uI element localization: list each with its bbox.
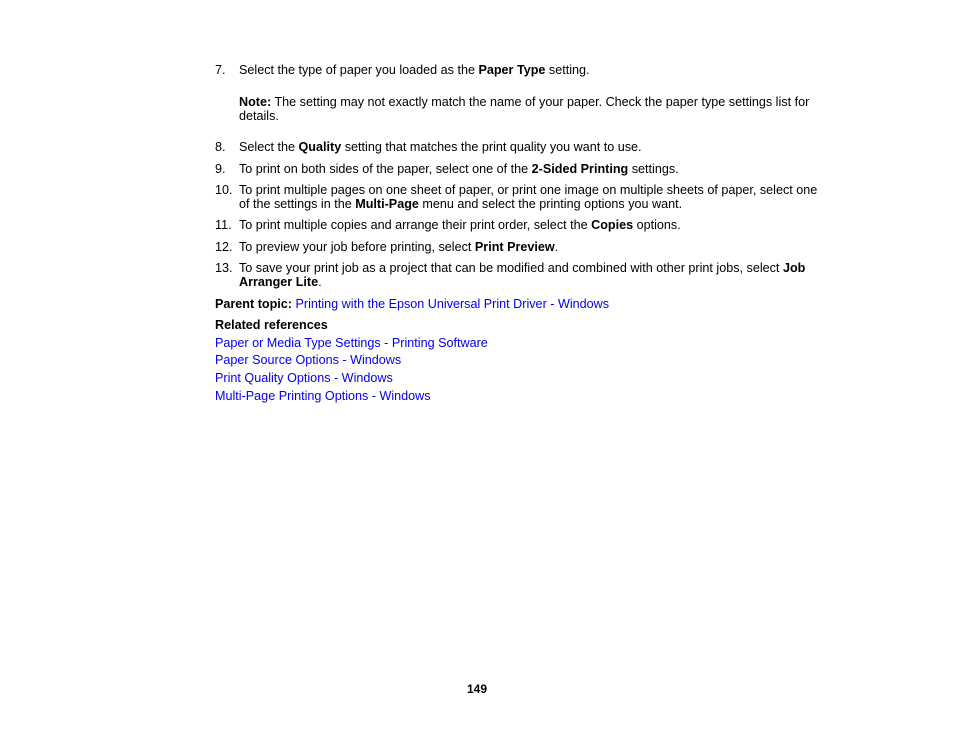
step-11 — [215, 218, 827, 232]
related-references-heading: Related references — [215, 318, 328, 332]
step-number: 11. — [215, 218, 232, 232]
setting-name: Print Preview — [474, 240, 555, 254]
step-13 — [215, 261, 827, 289]
parent-topic — [215, 297, 609, 311]
step-number: 10. — [215, 183, 233, 197]
related-link-multi-page[interactable]: Multi-Page Printing Options - Windows — [215, 389, 431, 403]
step-10 — [215, 183, 827, 211]
related-link-paper-media-type[interactable]: Paper or Media Type Settings - Printing Software — [215, 336, 488, 350]
note-text: The setting may not exactly match the name of your paper. Check the paper type settings list for details. — [239, 95, 810, 123]
step-text: Select the Quality setting that matches the print quality you want to use. — [239, 140, 642, 154]
step-text: To preview your job before printing, select Print Preview. — [239, 240, 559, 254]
related-link-paper-source[interactable]: Paper Source Options - Windows — [215, 353, 402, 367]
note-label: Note: — [239, 95, 272, 109]
step-9 — [215, 162, 827, 176]
step-12 — [215, 240, 827, 254]
step-7 — [215, 63, 827, 77]
step-number: 8. — [215, 140, 226, 154]
note — [239, 95, 827, 123]
parent-topic-label: Parent topic: — [215, 297, 292, 311]
page-number: 149 — [466, 682, 488, 696]
step-number: 7. — [215, 63, 226, 77]
step-number: 12. — [215, 240, 233, 254]
step-8 — [215, 140, 827, 154]
step-text: Select the type of paper you loaded as the Paper Type setting. — [239, 63, 590, 77]
step-text: To print multiple pages on one sheet of paper, or print one image on multiple sheets of paper, select one of the settings in the Multi-Page menu and select the printing options you want. — [239, 183, 818, 211]
setting-name: Multi-Page — [355, 197, 419, 211]
related-link-print-quality[interactable]: Print Quality Options - Windows — [215, 371, 393, 385]
step-text: To save your print job as a project that can be modified and combined with other print jobs, select Job Arranger Lite. — [239, 261, 806, 289]
step-text: To print multiple copies and arrange their print order, select the Copies options. — [239, 218, 681, 232]
setting-name: 2-Sided Printing — [531, 162, 629, 176]
step-text: To print on both sides of the paper, select one of the 2-Sided Printing settings. — [239, 162, 679, 176]
parent-topic-link[interactable]: Printing with the Epson Universal Print Driver - Windows — [295, 297, 610, 311]
setting-name: Paper Type — [478, 63, 546, 77]
step-number: 13. — [215, 261, 233, 275]
step-number: 9. — [215, 162, 226, 176]
setting-name: Job Arranger Lite — [239, 261, 806, 289]
setting-name: Copies — [591, 218, 634, 232]
setting-name: Quality — [298, 140, 342, 154]
